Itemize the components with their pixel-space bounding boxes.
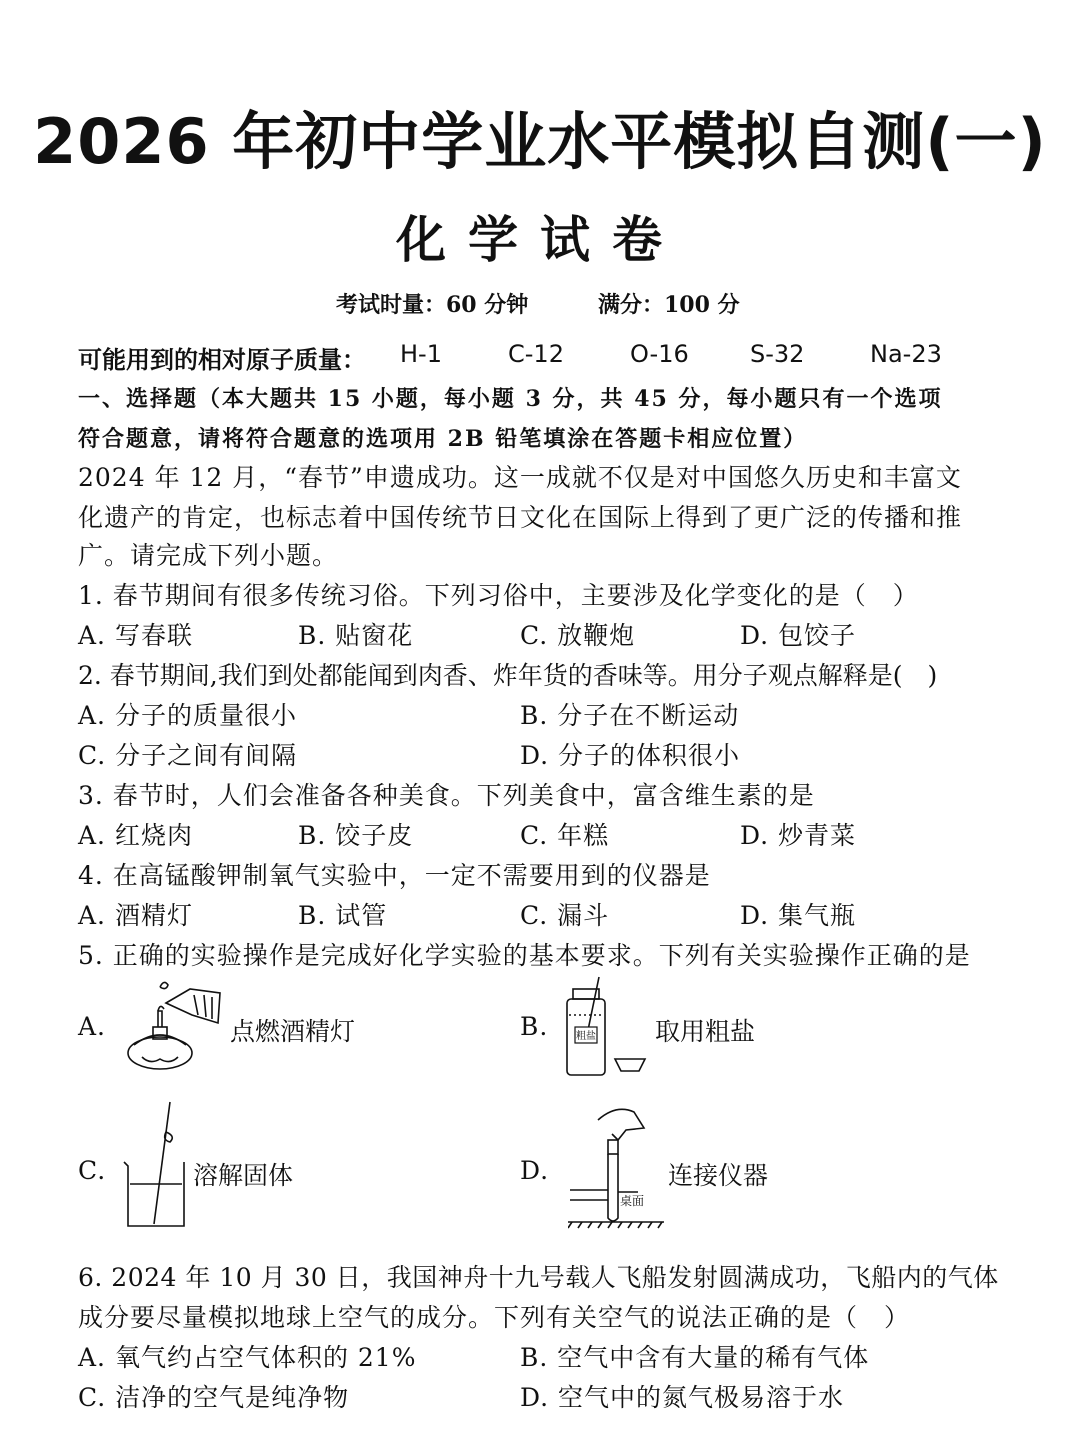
q2-option-d: D. 分子的体积很小 bbox=[520, 741, 741, 770]
page-title: 2026 年初中学业水平模拟自测(一) bbox=[33, 105, 1047, 178]
question-1-stem: 1. 春节期间有很多传统习俗。下列习俗中，主要涉及化学变化的是（ ） bbox=[78, 581, 919, 610]
salt-jar-label: 粗盐 bbox=[576, 1031, 596, 1042]
q4-option-b: B. 试管 bbox=[298, 901, 388, 930]
q6-option-a: A. 氧气约占空气体积的 21% bbox=[78, 1343, 417, 1372]
q5-option-b-letter: B. bbox=[520, 1012, 549, 1041]
q3-option-d: D. 炒青菜 bbox=[740, 821, 857, 850]
alcohol-lamp-lighting-figure bbox=[120, 975, 230, 1075]
question-6-stem-line1: 6. 2024 年 10 月 30 日，我国神舟十九号载人飞船发射圆满成功，飞船内的气体 bbox=[78, 1263, 999, 1292]
section-heading-line1: 一、选择题（本大题共 15 小题，每小题 3 分，共 45 分，每小题只有一个选项 bbox=[78, 386, 943, 412]
intro-line-1: 2024 年 12 月，“春节”申遗成功。这一成就不仅是对中国悠久历史和丰富文 bbox=[78, 463, 962, 492]
section-heading-line2: 符合题意，请将符合题意的选项用 2B 铅笔填涂在答题卡相应位置） bbox=[78, 426, 808, 452]
beaker-stirring-figure bbox=[118, 1098, 193, 1233]
q5-option-a-letter: A. bbox=[78, 1012, 107, 1041]
question-5-stem: 5. 正确的实验操作是完成好化学实验的基本要求。下列有关实验操作正确的是 bbox=[78, 941, 971, 970]
q3-option-a: A. 红烧肉 bbox=[78, 821, 193, 850]
atomic-mass-c: C-12 bbox=[508, 340, 564, 368]
page-subtitle: 化学试卷 bbox=[396, 211, 684, 269]
q3-option-b: B. 饺子皮 bbox=[298, 821, 414, 850]
q1-option-c: C. 放鞭炮 bbox=[520, 621, 636, 650]
atomic-mass-s: S-32 bbox=[750, 340, 805, 368]
q2-option-c: C. 分子之间有间隔 bbox=[78, 741, 298, 770]
atomic-mass-label: 可能用到的相对原子质量： bbox=[78, 346, 366, 374]
q4-option-a: A. 酒精灯 bbox=[78, 901, 193, 930]
q1-option-b: B. 贴窗花 bbox=[298, 621, 414, 650]
connecting-apparatus-figure bbox=[568, 1100, 668, 1230]
q5-option-d-letter: D. bbox=[520, 1156, 550, 1185]
table-label: 桌面 bbox=[620, 1194, 645, 1208]
full-score: 满分：100 分 bbox=[598, 292, 740, 318]
q1-option-a: A. 写春联 bbox=[78, 621, 193, 650]
exam-time: 考试时量：60 分钟 bbox=[336, 292, 529, 318]
q1-option-d: D. 包饺子 bbox=[740, 621, 857, 650]
intro-line-3: 广。请完成下列小题。 bbox=[78, 541, 339, 570]
question-3-stem: 3. 春节时，人们会准备各种美食。下列美食中，富含维生素的是 bbox=[78, 781, 815, 810]
q6-option-d: D. 空气中的氮气极易溶于水 bbox=[520, 1383, 845, 1412]
q2-option-b: B. 分子在不断运动 bbox=[520, 701, 740, 730]
atomic-mass-na: Na-23 bbox=[870, 340, 942, 368]
question-4-stem: 4. 在高锰酸钾制氧气实验中，一定不需要用到的仪器是 bbox=[78, 861, 711, 890]
q5-option-b-caption: 取用粗盐 bbox=[655, 1017, 756, 1046]
q4-option-d: D. 集气瓶 bbox=[740, 901, 857, 930]
q5-option-d-caption: 连接仪器 bbox=[668, 1161, 769, 1190]
q4-option-c: C. 漏斗 bbox=[520, 901, 610, 930]
q6-option-b: B. 空气中含有大量的稀有气体 bbox=[520, 1343, 870, 1372]
q5-option-a-caption: 点燃酒精灯 bbox=[230, 1017, 356, 1046]
question-6-stem-line2: 成分要尽量模拟地球上空气的成分。下列有关空气的说法正确的是（ ） bbox=[78, 1303, 911, 1332]
salt-jar-figure bbox=[555, 975, 650, 1080]
atomic-mass-h: H-1 bbox=[400, 340, 442, 368]
q5-option-c-letter: C. bbox=[78, 1156, 107, 1185]
intro-line-2: 化遗产的肯定，也标志着中国传统节日文化在国际上得到了更广泛的传播和推 bbox=[78, 503, 963, 532]
question-2-stem: 2. 春节期间,我们到处都能闻到肉香、炸年货的香味等。用分子观点解释是( ) bbox=[78, 661, 938, 690]
atomic-mass-o: O-16 bbox=[630, 340, 689, 368]
q5-option-c-caption: 溶解固体 bbox=[193, 1161, 294, 1190]
q2-option-a: A. 分子的质量很小 bbox=[78, 701, 297, 730]
q6-option-c: C. 洁净的空气是纯净物 bbox=[78, 1383, 350, 1412]
q3-option-c: C. 年糕 bbox=[520, 821, 610, 850]
